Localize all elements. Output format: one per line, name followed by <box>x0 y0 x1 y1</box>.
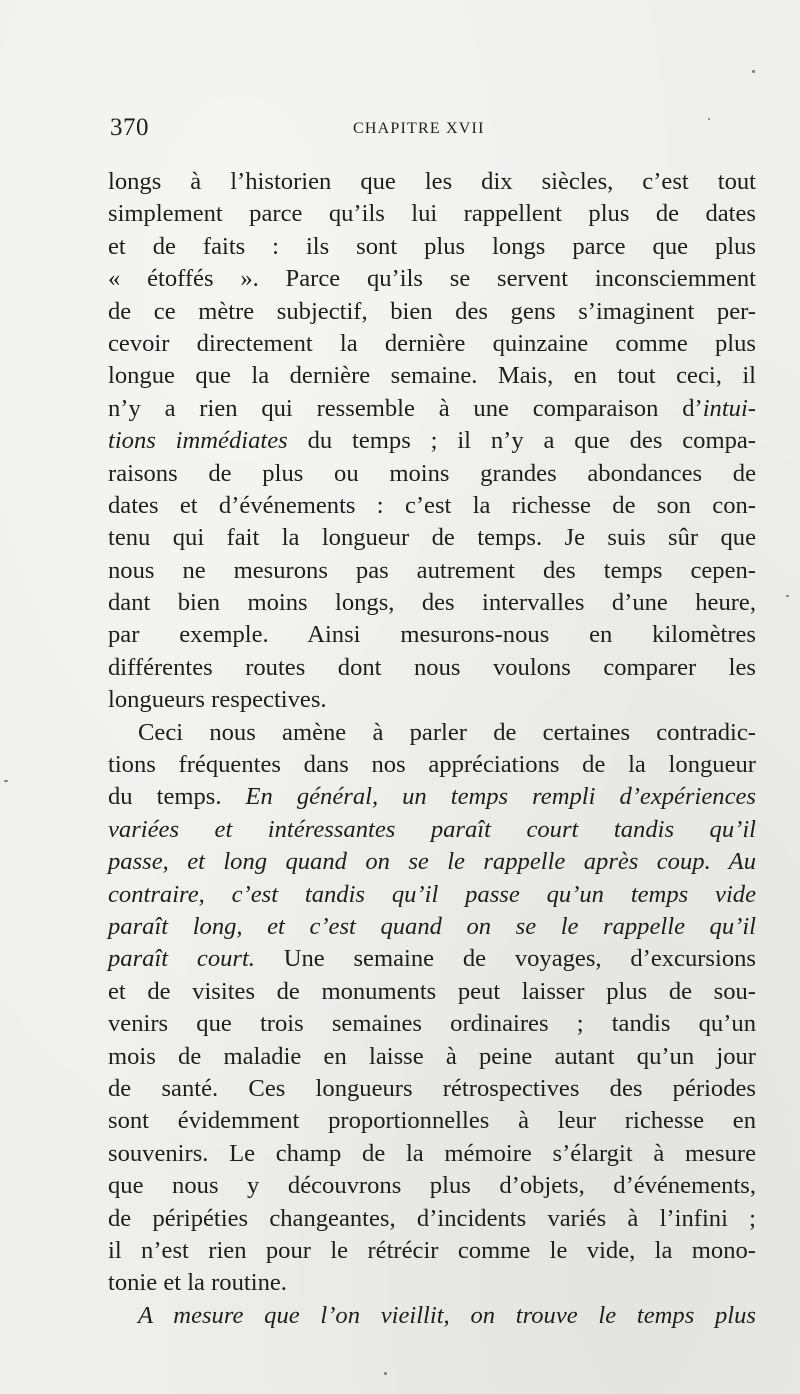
text-run: de santé. Ces longueurs rétrospectives des périodes <box>108 1074 756 1102</box>
text-run: différentes routes dont nous voulons comparer les <box>108 653 756 681</box>
body-text <box>108 166 756 1332</box>
text-line <box>108 490 756 522</box>
text-run: dant bien moins longs, des intervalles d’une heure, <box>108 589 756 617</box>
italic-text: on trouve le temps plus <box>470 1301 756 1329</box>
text-run: tonie et la routine. <box>108 1269 287 1297</box>
text-line <box>108 1138 756 1170</box>
text-run: « étoffés ». Parce qu’ils se servent inconsciemment <box>108 265 756 293</box>
text-line <box>108 684 756 716</box>
text-line <box>108 1170 756 1202</box>
text-line <box>108 166 756 198</box>
text-line <box>108 846 756 878</box>
text-line <box>108 749 756 781</box>
text-line <box>108 231 756 263</box>
page-number: 370 <box>110 114 149 141</box>
italic-text: variées et intéressantes paraît court tandis qu’il <box>108 815 756 843</box>
text-line <box>108 458 756 490</box>
text-run: du temps. <box>108 783 246 811</box>
paper-speck <box>384 1372 387 1375</box>
text-line <box>108 328 756 360</box>
text-line <box>108 976 756 1008</box>
text-line <box>108 1105 756 1137</box>
italic-text: paraît long, et c’est quand on se le rappelle qu’il <box>108 912 756 940</box>
text-run: sont évidemment proportionnelles à leur richesse en <box>108 1107 756 1135</box>
text-run: longue que la dernière semaine. Mais, en tout ceci, il <box>108 362 756 390</box>
text-line <box>108 522 756 554</box>
text-run: dates et d’événements : c’est la richesse de son con- <box>108 491 756 519</box>
italic-text: A mesure que l’on vieillit, <box>138 1301 450 1329</box>
text-run <box>450 1302 471 1329</box>
paper-speck <box>708 118 710 120</box>
text-run: venirs que trois semaines ordinaires ; tandis qu’un <box>108 1010 756 1038</box>
text-run: n’y a rien qui ressemble à une comparaison d’ <box>108 394 703 422</box>
text-line <box>108 555 756 587</box>
text-line <box>108 360 756 392</box>
text-line <box>108 911 756 943</box>
text-line <box>108 587 756 619</box>
paper-speck <box>786 595 789 597</box>
text-line <box>108 1008 756 1040</box>
text-line <box>108 1267 756 1299</box>
text-line <box>108 1300 756 1332</box>
text-line <box>108 263 756 295</box>
text-line <box>108 652 756 684</box>
text-line <box>108 198 756 230</box>
text-run: il n’est rien pour le rétrécir comme le vide, la mono- <box>108 1236 756 1264</box>
text-line <box>108 1041 756 1073</box>
paper-speck <box>752 70 755 73</box>
italic-text: intui- <box>702 394 756 422</box>
chapter-title: CHAPITRE XVII <box>353 120 485 137</box>
text-run: mois de maladie en laisse à peine autant qu’un jour <box>108 1042 756 1070</box>
italic-text: passe, et long quand on se le rappelle après coup. Au <box>108 848 756 876</box>
text-run: tions fréquentes dans nos appréciations de la longueur <box>108 751 756 779</box>
text-line <box>108 425 756 457</box>
text-line <box>108 296 756 328</box>
text-line <box>108 717 756 749</box>
text-line <box>108 619 756 651</box>
text-run: tenu qui fait la longueur de temps. Je suis sûr que <box>108 524 756 552</box>
text-run: par exemple. Ainsi mesurons-nous en kilomètres <box>108 621 756 649</box>
text-run: raisons de plus ou moins grandes abondances de <box>108 459 756 487</box>
text-line <box>108 1235 756 1267</box>
text-run: et de faits : ils sont plus longs parce que plus <box>108 232 756 260</box>
text-run: de ce mètre subjectif, bien des gens s’imaginent per- <box>108 297 756 325</box>
text-run: simplement parce qu’ils lui rappellent plus de dates <box>108 200 756 228</box>
text-line <box>108 781 756 813</box>
text-run: que nous y découvrons plus d’objets, d’événements, <box>108 1172 756 1200</box>
paper-speck <box>4 780 8 782</box>
text-line <box>108 1073 756 1105</box>
text-run: nous ne mesurons pas autrement des temps cepen- <box>108 556 756 584</box>
text-run: souvenirs. Le champ de la mémoire s’élargit à mesure <box>108 1139 756 1167</box>
italic-text: contraire, c’est tandis qu’il passe qu’un temps vide <box>108 880 756 908</box>
text-run: du temps ; il n’y a que des compa- <box>287 427 757 455</box>
text-line <box>108 814 756 846</box>
text-line <box>108 879 756 911</box>
text-run: longs à l’historien que les dix siècles, c’est tout <box>108 168 756 195</box>
running-head <box>110 112 755 142</box>
text-line <box>108 1203 756 1235</box>
text-run: cevoir directement la dernière quinzaine comme plus <box>108 329 756 357</box>
text-line <box>108 943 756 975</box>
italic-text: paraît court. <box>108 945 255 973</box>
text-run: et de visites de monuments peut laisser plus de sou- <box>108 977 756 1005</box>
text-run: de péripéties changeantes, d’incidents variés à l’infini ; <box>108 1204 756 1232</box>
italic-text: En général, un temps rempli d’expériences <box>245 783 756 811</box>
text-run: longueurs respectives. <box>108 686 327 714</box>
italic-text: tions immédiates <box>108 427 288 455</box>
text-run: Une semaine de voyages, d’excursions <box>254 945 756 973</box>
text-run: Ceci nous amène à parler de certaines contradic- <box>138 718 756 746</box>
text-line <box>108 393 756 425</box>
